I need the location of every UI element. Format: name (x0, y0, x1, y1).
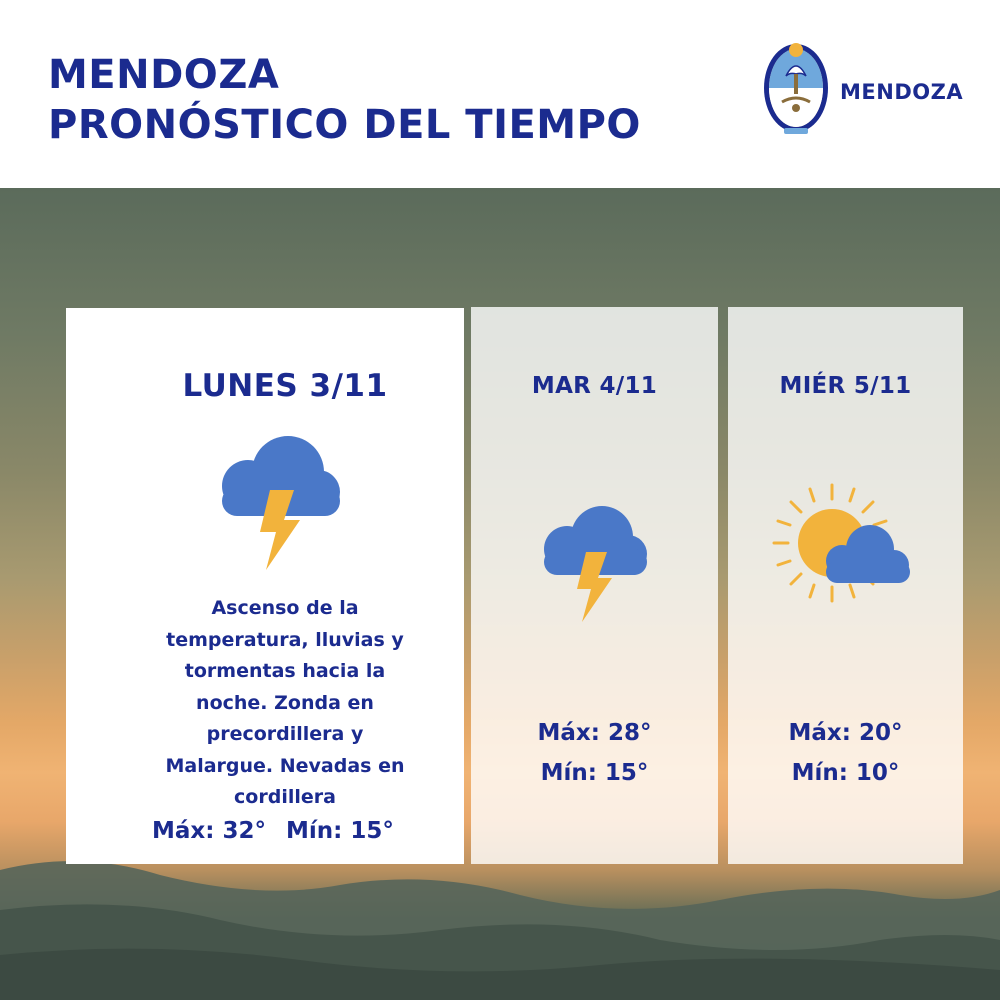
max-temperature: Máx: 32° (152, 818, 266, 844)
max-temperature: Máx: 28° (537, 720, 652, 746)
description-line: precordillera y (206, 723, 364, 745)
title-line-2: PRONÓSTICO DEL TIEMPO (48, 102, 641, 148)
title-line-1: MENDOZA (48, 52, 280, 98)
header (0, 0, 1000, 188)
min-temperature: Mín: 10° (791, 760, 900, 786)
description-line: cordillera (234, 786, 336, 808)
description-line: Malargue. Nevadas en (165, 754, 405, 777)
coat-of-arms-icon (758, 36, 834, 146)
description-line: Ascenso de la (211, 597, 359, 619)
mendoza-logo (758, 36, 964, 146)
description-line: noche. Zonda en (196, 691, 374, 714)
forecast-card-miercoles (728, 307, 963, 864)
day-label: MAR 4/11 (531, 373, 658, 399)
max-temperature: Máx: 20° (788, 720, 903, 746)
day-label: LUNES 3/11 (182, 368, 388, 404)
storm-cloud-icon (537, 503, 649, 625)
day-label: MIÉR 5/11 (779, 373, 912, 399)
logo-text: MENDOZA (840, 80, 964, 104)
page-title (48, 50, 641, 150)
description-line: tormentas hacia la (184, 660, 386, 682)
forecast-card-lunes (66, 308, 464, 864)
forecast-description (66, 593, 464, 814)
partly-cloudy-icon (772, 483, 912, 605)
forecast-card-martes (471, 307, 718, 864)
storm-cloud-icon (214, 434, 342, 574)
min-temperature: Mín: 15° (540, 760, 649, 786)
mountains-silhouette (0, 840, 1000, 1000)
description-line: temperatura, lluvias y (166, 628, 404, 651)
min-temperature: Mín: 15° (285, 818, 394, 844)
temperature-range (66, 818, 464, 844)
